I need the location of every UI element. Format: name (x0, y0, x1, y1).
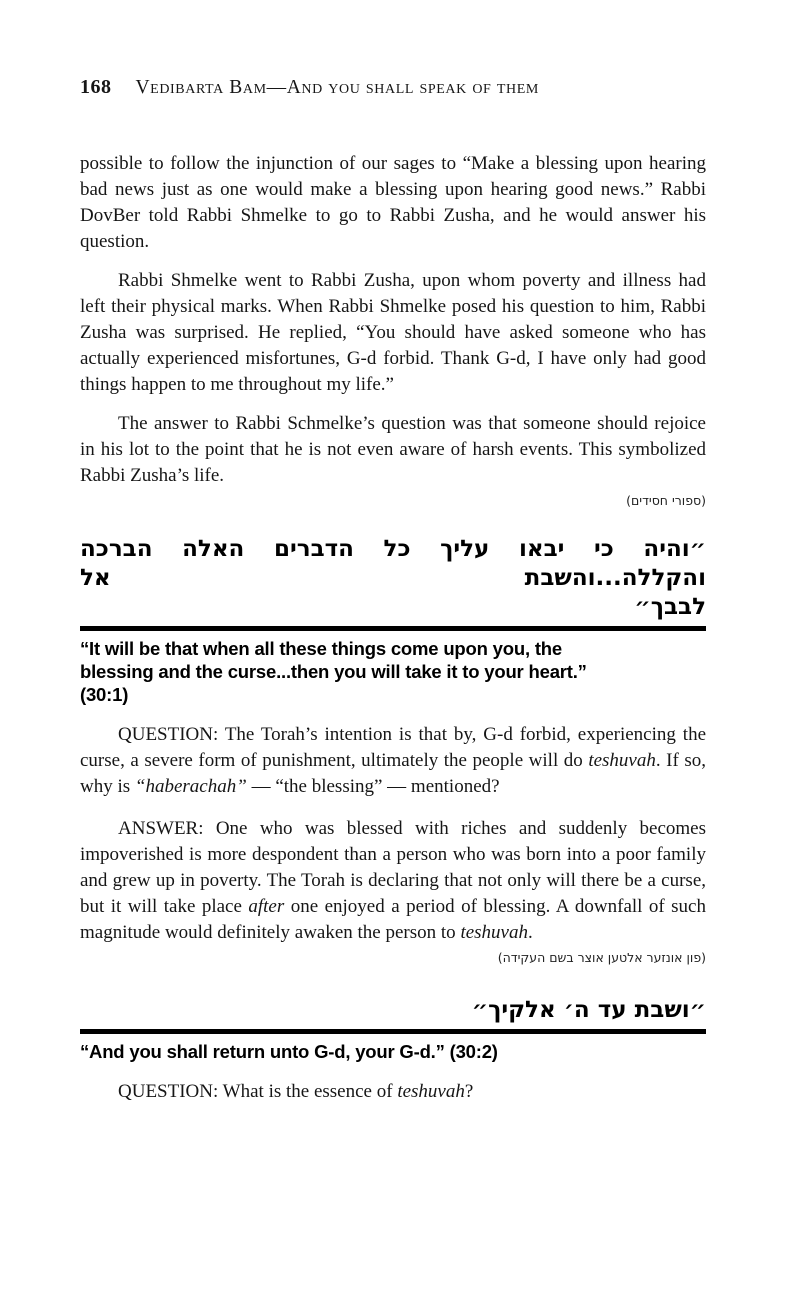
hebrew-verse-line: לבבך״ (634, 594, 706, 620)
heading-divider-rule (80, 626, 706, 631)
story-paragraph-continuation: possible to follow the injunction of our sages to “Make a blessing upon hearing bad news just as one would make a blessing upon hearing good news.” Rabbi DovBer told Rabbi Shmelke to go to Rabbi Zusha, and he would answer his question. (80, 153, 706, 252)
running-title: Vedibarta Bam—And you shall speak of them (135, 77, 539, 98)
hebrew-verse-heading: ״ושבת עד ה׳ אלקיך״ (471, 997, 706, 1023)
verse-translation-heading: “And you shall return unto G-d, your G-d.” (30:2) (80, 1041, 498, 1062)
story-paragraph: The answer to Rabbi Schmelke’s question was that someone should rejoice in his lot to the point that he is not even aware of harsh events. This symbolized Rabbi Zusha’s life. (80, 413, 706, 486)
hebrew-verse-line: ״והיה כי יבאו עליך כל הדברים האלה הברכה והקללה...והשבת אל (80, 536, 706, 591)
answer-paragraph: ANSWER: One who was blessed with riches and suddenly becomes impoverished is more despondent than a person who was born into a poor family and grew up in poverty. The Torah is declaring that not only will there be a curse, but it will take place after one enjoyed a period of blessing. A downfall of such magnitude would definitely awaken the person to teshuvah. (80, 818, 706, 943)
question-paragraph: QUESTION: The Torah’s intention is that by, G-d forbid, experiencing the curse, a severe form of punishment, ultimately the people will do teshuvah. If so, why is “haberachah” — “the blessing” — mentioned? (80, 724, 706, 797)
running-header (80, 76, 706, 99)
story-paragraph: Rabbi Shmelke went to Rabbi Zusha, upon whom poverty and illness had left their physical marks. When Rabbi Shmelke posed his question to him, Rabbi Zusha was surprised. He replied, “You should have asked someone who has actually experienced misfortunes, G-d forbid. Thank G-d, I have only had good things happen to me throughout my life.” (80, 270, 706, 395)
translation-line: “It will be that when all these things come upon you, the (80, 638, 562, 659)
page-number: 168 (80, 76, 112, 98)
verse-reference: (30:1) (80, 684, 129, 705)
verse-translation-heading (80, 637, 706, 706)
heading-divider-rule (80, 1029, 706, 1034)
source-attribution: (ספורי חסידים) (626, 493, 706, 508)
source-attribution: (פון אונזער אלטען אוצר בשם העקידה) (497, 950, 706, 965)
translation-line: blessing and the curse...then you will take it to your heart.” (80, 661, 587, 682)
question-paragraph: QUESTION: What is the essence of teshuvah? (118, 1081, 474, 1102)
hebrew-verse-heading (80, 535, 706, 622)
